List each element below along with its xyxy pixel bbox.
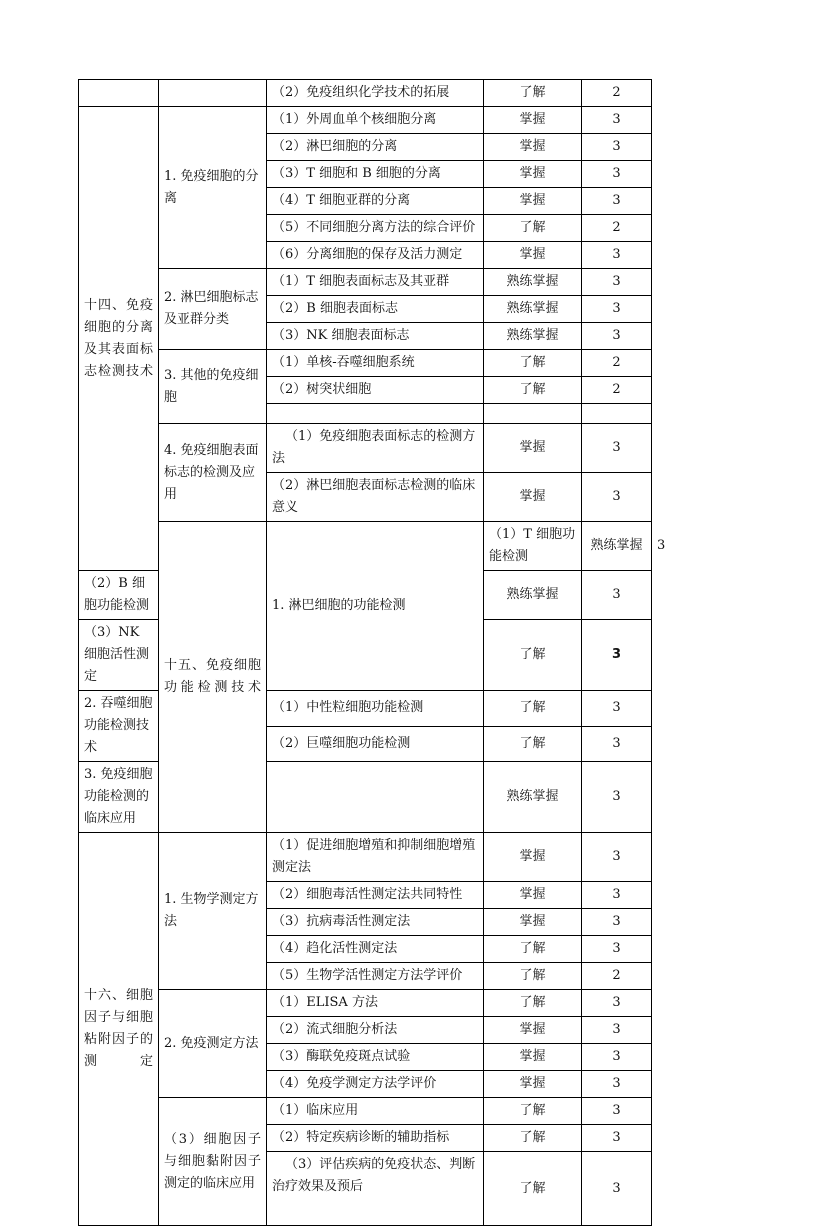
item-cell: （1）T 细胞功能检测 [484,522,582,571]
item-cell: （2）免疫组织化学技术的拓展 [267,80,484,107]
requirement-cell: 掌握 [484,473,582,522]
requirement-cell: 了解 [484,726,582,762]
requirement-cell: 了解 [484,620,582,691]
hours-cell: 3 [582,1071,652,1098]
requirement-cell: 了解 [484,1125,582,1152]
requirement-cell: 掌握 [484,1044,582,1071]
subtopic-title: （3）细胞因子与细胞黏附因子测定的临床应用 [159,1098,267,1226]
item-cell: （1）临床应用 [267,1098,484,1125]
requirement-cell: 了解 [484,1098,582,1125]
item-cell: （1）中性粒细胞功能检测 [267,691,484,727]
hours-cell: 3 [582,882,652,909]
subtopic-title: 1. 免疫细胞的分离 [159,107,267,269]
item-cell: （1）外周血单个核细胞分离 [267,107,484,134]
table-row: 十五、免疫细胞功能检测技术 1. 淋巴细胞的功能检测 （1）T 细胞功能检测 熟练掌握 3 [79,522,652,571]
item-cell: （2）淋巴细胞表面标志检测的临床意义 [267,473,484,522]
requirement-cell: 了解 [484,80,582,107]
item-cell: （2）细胞毒活性测定法共同特性 [267,882,484,909]
requirement-cell: 掌握 [484,882,582,909]
item-cell: （1）单核-吞噬细胞系统 [267,350,484,377]
hours-cell: 3 [582,936,652,963]
hours-cell: 3 [582,323,652,350]
requirement-cell: 了解 [484,936,582,963]
requirement-cell: 掌握 [484,242,582,269]
subtopic-title: 4. 免疫细胞表面标志的检测及应用 [159,424,267,522]
requirement-cell: 熟练掌握 [484,762,582,833]
item-cell: （4）趋化活性测定法 [267,936,484,963]
hours-cell: 3 [582,990,652,1017]
item-cell: （3）NK 细胞表面标志 [267,323,484,350]
requirement-cell: 熟练掌握 [484,571,582,620]
hours-cell: 3 [582,269,652,296]
table-row [79,424,652,473]
table-row [79,833,652,882]
subtopic-cell [159,80,267,107]
requirement-cell: 了解 [484,990,582,1017]
item-cell: （1）ELISA 方法 [267,990,484,1017]
item-cell: （2）树突状细胞 [267,377,484,404]
requirement-cell: 掌握 [484,833,582,882]
item-cell: （5）不同细胞分离方法的综合评价 [267,215,484,242]
requirement-cell: 掌握 [484,107,582,134]
table-row [79,990,652,1017]
hours-cell: 3 [582,762,652,833]
item-cell: （1）促进细胞增殖和抑制细胞增殖测定法 [267,833,484,882]
item-cell: （2）流式细胞分析法 [267,1017,484,1044]
item-cell: （3）T 细胞和 B 细胞的分离 [267,161,484,188]
item-cell: （3）酶联免疫斑点试验 [267,1044,484,1071]
item-cell: （3）评估疾病的免疫状态、判断治疗效果及预后 [267,1152,484,1226]
item-cell: （1）T 细胞表面标志及其亚群 [267,269,484,296]
requirement-cell: 掌握 [484,909,582,936]
requirement-cell: 掌握 [484,1071,582,1098]
hours-cell: 3 [582,726,652,762]
item-cell: （2）淋巴细胞的分离 [267,134,484,161]
hours-cell: 2 [582,963,652,990]
table-row [79,269,652,296]
hours-cell: 3 [582,242,652,269]
table-row [79,107,652,134]
subtopic-title: 2. 吞噬细胞功能检测技术 [79,691,159,762]
hours-cell: 3 [582,424,652,473]
item-cell: （4）T 细胞亚群的分离 [267,188,484,215]
requirement-cell: 了解 [484,377,582,404]
item-cell: （2）B 细胞功能检测 [79,571,159,620]
hours-cell: 3 [582,134,652,161]
subtopic-title: 2. 淋巴细胞标志及亚群分类 [159,269,267,350]
syllabus-table [78,79,666,1226]
unit-title-14: 十四、免疫细胞的分离及其表面标志检测技术 [79,107,159,571]
requirement-cell: 了解 [484,1152,582,1226]
item-cell: （3）NK 细胞活性测定 [79,620,159,691]
hours-cell: 3 [582,161,652,188]
hours-cell: 3 [582,833,652,882]
table-row [79,80,652,107]
hours-cell: 3 [582,1098,652,1125]
empty-cell [267,404,484,424]
item-cell: （1）免疫细胞表面标志的检测方法 [267,424,484,473]
item-cell: （4）免疫学测定方法学评价 [267,1071,484,1098]
item-cell: （2）特定疾病诊断的辅助指标 [267,1125,484,1152]
unit-cell [79,80,159,107]
subtopic-title: 3. 免疫细胞功能检测的临床应用 [79,762,159,833]
item-cell [267,762,484,833]
requirement-cell: 了解 [484,215,582,242]
hours-cell: 2 [582,377,652,404]
requirement-cell: 熟练掌握 [484,269,582,296]
unit-title-15: 十五、免疫细胞功能检测技术 [159,522,267,833]
requirement-cell: 掌握 [484,188,582,215]
requirement-cell: 掌握 [484,1017,582,1044]
requirement-cell: 了解 [484,963,582,990]
subtopic-title: 3. 其他的免疫细胞 [159,350,267,424]
hours-cell: 3 [582,188,652,215]
hours-cell: 3 [582,296,652,323]
table-row [79,350,652,377]
hours-cell: 3 [582,909,652,936]
requirement-cell: 熟练掌握 [484,296,582,323]
hours-cell: 2 [582,80,652,107]
unit-title-16: 十六、细胞因子与细胞粘附因子的测定 [79,833,159,1226]
requirement-cell: 掌握 [484,424,582,473]
hours-cell: 3 [582,620,652,691]
table-row [79,1098,652,1125]
hours-cell: 3 [582,473,652,522]
hours-cell: 3 [582,107,652,134]
item-cell: （6）分离细胞的保存及活力测定 [267,242,484,269]
hours-cell: 3 [582,1125,652,1152]
subtopic-title: 1. 淋巴细胞的功能检测 [267,522,484,691]
hours-cell: 2 [582,350,652,377]
hours-cell: 2 [582,215,652,242]
requirement-cell: 熟练掌握 [484,323,582,350]
hours-cell: 3 [582,1017,652,1044]
requirement-cell: 了解 [484,691,582,727]
subtopic-title: 2. 免疫测定方法 [159,990,267,1098]
item-cell: （3）抗病毒活性测定法 [267,909,484,936]
item-cell: （2）B 细胞表面标志 [267,296,484,323]
item-cell: （5）生物学活性测定方法学评价 [267,963,484,990]
item-cell: （2）巨噬细胞功能检测 [267,726,484,762]
hours-cell: 3 [582,1044,652,1071]
requirement-cell: 了解 [484,350,582,377]
requirement-cell: 掌握 [484,161,582,188]
hours-cell: 3 [582,1152,652,1226]
requirement-cell: 掌握 [484,134,582,161]
hours-cell: 3 [582,571,652,620]
hours-cell: 3 [582,691,652,727]
requirement-cell: 熟练掌握 [582,522,652,571]
empty-cell [484,404,582,424]
empty-cell [582,404,652,424]
subtopic-title: 1. 生物学测定方法 [159,833,267,990]
